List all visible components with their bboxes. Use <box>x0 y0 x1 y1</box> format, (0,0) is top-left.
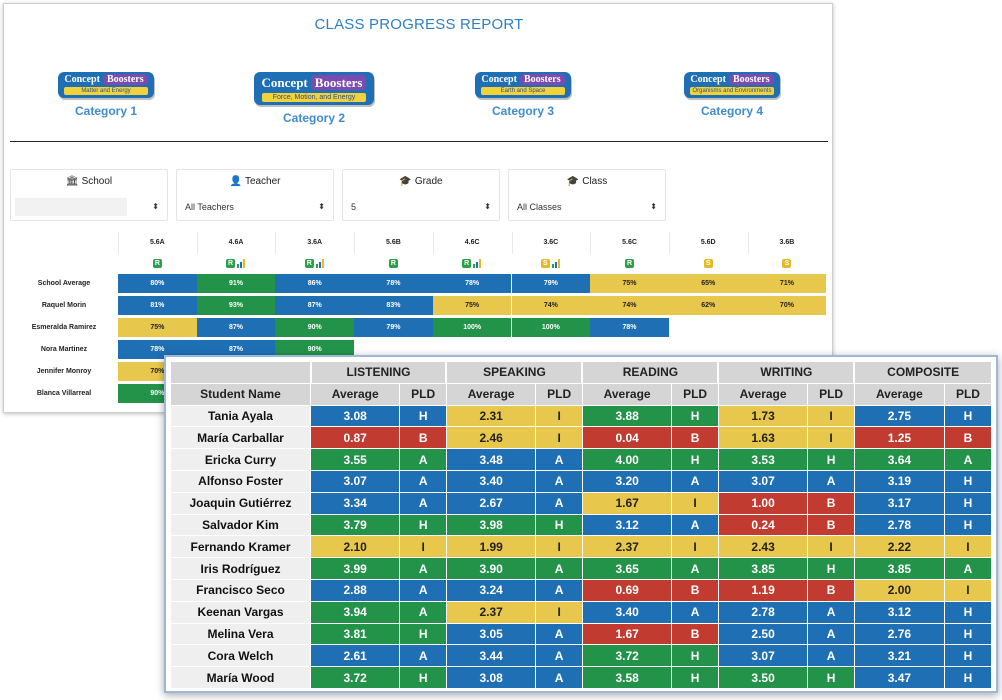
pld-header: PLD <box>808 383 855 405</box>
average-cell: 0.69 <box>582 579 671 601</box>
pld-cell: I <box>944 536 991 558</box>
pld-cell: H <box>944 470 991 492</box>
grid-row-label: Blanca Villarreal <box>36 390 92 397</box>
table-row[interactable] <box>171 470 992 492</box>
grid-cell[interactable]: 90% <box>118 384 197 403</box>
grid-column-divider <box>433 232 434 254</box>
pld-cell: A <box>672 514 719 536</box>
grid-cell[interactable]: 81% <box>118 296 197 315</box>
bar-chart-icon <box>552 259 562 268</box>
average-cell: 1.63 <box>718 427 807 449</box>
average-cell: 3.94 <box>311 601 400 623</box>
grade-select[interactable]: 5 ⬍ <box>347 198 495 216</box>
pld-cell: B <box>808 579 855 601</box>
readiness-badge: R <box>154 260 160 267</box>
listening-header: LISTENING <box>311 362 447 384</box>
average-cell: 2.78 <box>854 514 944 536</box>
grade-filter-label: Grade <box>414 176 443 187</box>
writing-header: WRITING <box>718 362 854 384</box>
grid-column-header[interactable]: 5.6C <box>622 239 637 246</box>
grid-cell[interactable]: 75% <box>433 296 512 315</box>
average-cell: 2.37 <box>582 536 671 558</box>
pld-cell: A <box>400 558 447 580</box>
grid-cell[interactable]: 79% <box>354 318 433 337</box>
chevron-updown-icon: ⬍ <box>484 202 491 211</box>
pld-header: PLD <box>672 383 719 405</box>
category-2-label: Category 2 <box>282 111 346 125</box>
grid-cell[interactable]: 78% <box>590 318 669 337</box>
average-cell: 2.00 <box>854 579 944 601</box>
reading-header: READING <box>582 362 718 384</box>
pld-cell: I <box>672 492 719 514</box>
average-cell: 0.87 <box>311 427 400 449</box>
grid-cell[interactable]: 90% <box>275 340 354 359</box>
pld-cell: A <box>536 449 583 471</box>
grid-column-divider <box>512 232 513 254</box>
student-scores-table <box>170 361 992 689</box>
average-cell: 1.00 <box>718 492 807 514</box>
student-name[interactable]: Iris Rodríguez <box>171 558 311 580</box>
grid-cell[interactable]: 65% <box>669 274 748 293</box>
pld-cell: H <box>672 645 719 667</box>
grid-column-divider <box>669 232 670 254</box>
pld-header: PLD <box>944 383 991 405</box>
category-4-tab[interactable] <box>680 72 784 118</box>
pld-cell: A <box>536 579 583 601</box>
student-name[interactable]: Cora Welch <box>171 645 311 667</box>
pld-cell: A <box>400 579 447 601</box>
grid-column-header[interactable]: 5.6A <box>149 239 165 246</box>
class-filter-label: Class <box>582 176 608 187</box>
pld-header: PLD <box>536 383 583 405</box>
pld-cell: B <box>400 427 447 449</box>
pld-cell: H <box>400 514 447 536</box>
average-cell: 3.40 <box>446 470 535 492</box>
concept-boosters-logo: Concept Boosters Organisms and Environments <box>684 72 779 98</box>
average-cell: 3.17 <box>854 492 944 514</box>
average-cell: 3.21 <box>854 645 944 667</box>
pld-cell: I <box>808 405 855 427</box>
pld-cell: B <box>808 514 855 536</box>
grid-cell[interactable]: 70% <box>748 296 827 315</box>
category-1-tab[interactable] <box>56 72 156 118</box>
grid-column-divider <box>118 232 119 254</box>
student-scores-panel <box>164 355 998 693</box>
average-cell: 3.79 <box>311 514 400 536</box>
student-name[interactable]: Ericka Curry <box>171 449 311 471</box>
table-row[interactable] <box>171 601 992 623</box>
pld-cell: A <box>400 492 447 514</box>
average-cell: 3.65 <box>582 558 671 580</box>
average-cell: 0.04 <box>582 427 671 449</box>
student-name[interactable]: María Wood <box>171 667 311 689</box>
pld-cell: H <box>400 405 447 427</box>
average-cell: 2.76 <box>854 623 944 645</box>
pld-cell: H <box>400 667 447 689</box>
school-select-chevron[interactable] <box>143 198 163 216</box>
grid-cell[interactable]: 78% <box>433 274 512 293</box>
table-row[interactable] <box>171 558 992 580</box>
pld-cell: I <box>944 579 991 601</box>
chevron-updown-icon: ⬍ <box>650 202 657 211</box>
class-select[interactable]: All Classes ⬍ <box>513 198 661 216</box>
pld-cell: A <box>808 601 855 623</box>
grid-cell[interactable]: 70% <box>118 362 197 381</box>
average-cell: 2.31 <box>446 405 535 427</box>
chevron-updown-icon: ⬍ <box>318 202 325 211</box>
pld-cell: H <box>944 514 991 536</box>
average-cell: 3.07 <box>311 470 400 492</box>
average-header: Average <box>854 383 944 405</box>
pld-cell: A <box>536 623 583 645</box>
pld-cell: H <box>944 623 991 645</box>
average-cell: 1.67 <box>582 623 671 645</box>
grid-cell[interactable]: 87% <box>275 296 354 315</box>
pld-cell: A <box>672 601 719 623</box>
bar-chart-icon <box>473 259 483 268</box>
grid-column-header[interactable]: 3.6B <box>779 239 795 246</box>
grid-cell[interactable]: 90% <box>275 318 354 337</box>
table-row[interactable] <box>171 536 992 558</box>
school-select[interactable] <box>15 198 127 216</box>
teacher-filter <box>176 169 334 221</box>
pld-cell: A <box>536 645 583 667</box>
composite-header: COMPOSITE <box>854 362 991 384</box>
student-name[interactable]: Fernando Kramer <box>171 536 311 558</box>
average-cell: 3.07 <box>718 645 807 667</box>
average-cell: 3.55 <box>311 449 400 471</box>
grid-cell[interactable]: 100% <box>433 318 512 337</box>
pld-cell: H <box>536 514 583 536</box>
supporting-badge: S <box>782 259 791 268</box>
average-cell: 3.24 <box>446 579 535 601</box>
grid-row-label: Raquel Morin <box>41 302 87 309</box>
pld-cell: B <box>944 427 991 449</box>
table-row[interactable] <box>171 449 992 471</box>
pld-cell: I <box>400 536 447 558</box>
grid-column-header[interactable]: 4.6A <box>228 239 244 246</box>
pld-cell: H <box>808 558 855 580</box>
average-cell: 3.72 <box>582 645 671 667</box>
average-cell: 3.72 <box>311 667 400 689</box>
average-cell: 1.67 <box>582 492 671 514</box>
grid-cell[interactable]: 78% <box>118 340 197 359</box>
supporting-badge: S <box>704 259 713 268</box>
chevron-updown-icon: ⬍ <box>152 202 159 211</box>
average-cell: 3.19 <box>854 470 944 492</box>
grid-cell[interactable]: 93% <box>197 296 276 315</box>
pld-cell: A <box>536 492 583 514</box>
pld-cell: A <box>808 470 855 492</box>
grid-column-divider <box>590 232 591 254</box>
speaking-header: SPEAKING <box>446 362 582 384</box>
category-3-label: Category 3 <box>491 104 555 118</box>
pld-cell: I <box>536 405 583 427</box>
student-name[interactable]: Salvador Kim <box>171 514 311 536</box>
grid-cell[interactable]: 75% <box>118 318 197 337</box>
pld-cell: B <box>672 623 719 645</box>
graduation-cap-icon: 🎓 <box>399 176 412 187</box>
average-cell: 3.08 <box>311 405 400 427</box>
institution-icon: 🏛 <box>65 176 79 187</box>
graduation-cap-icon: 🎓 <box>566 176 580 187</box>
grid-column-divider <box>275 232 276 254</box>
average-cell: 3.20 <box>582 470 671 492</box>
average-cell: 3.47 <box>854 667 944 689</box>
grid-cell[interactable]: 74% <box>590 296 669 315</box>
table-row[interactable] <box>171 427 992 449</box>
average-cell: 2.43 <box>718 536 807 558</box>
grid-column-divider <box>748 232 749 254</box>
average-header: Average <box>311 383 400 405</box>
concept-boosters-logo: Concept Boosters Earth and Space <box>475 72 570 98</box>
pld-cell: H <box>672 405 719 427</box>
pld-cell: A <box>944 449 991 471</box>
pld-cell: I <box>536 601 583 623</box>
pld-cell: H <box>672 449 719 471</box>
grid-cell[interactable]: 87% <box>197 340 276 359</box>
category-2-tab[interactable] <box>250 72 378 125</box>
grid-cell[interactable]: 83% <box>354 296 433 315</box>
readiness-badge: R <box>627 260 633 267</box>
average-cell: 0.24 <box>718 514 807 536</box>
teacher-select[interactable]: All Teachers ⬍ <box>181 198 329 216</box>
category-3-tab[interactable] <box>472 72 574 118</box>
table-row[interactable] <box>171 492 992 514</box>
pld-cell: H <box>944 645 991 667</box>
average-cell: 3.40 <box>582 601 671 623</box>
pld-cell: I <box>808 536 855 558</box>
report-title: CLASS PROGRESS REPORT <box>314 16 524 33</box>
readiness-badge: R <box>306 260 312 267</box>
average-cell: 2.10 <box>311 536 400 558</box>
average-cell: 3.34 <box>311 492 400 514</box>
pld-cell: H <box>944 601 991 623</box>
average-cell: 2.46 <box>446 427 535 449</box>
pld-cell: A <box>536 470 583 492</box>
grid-column-header[interactable]: 3.6A <box>307 239 323 246</box>
grid-cell[interactable]: 100% <box>512 318 591 337</box>
average-cell: 1.99 <box>446 536 535 558</box>
pld-cell: H <box>808 667 855 689</box>
student-name-header: Student Name <box>171 383 311 405</box>
average-cell: 3.85 <box>718 558 807 580</box>
student-name[interactable]: Tania Ayala <box>171 405 311 427</box>
category-4-label: Category 4 <box>700 104 764 118</box>
grid-row-label: Jennifer Monroy <box>36 368 92 375</box>
grid-cell[interactable]: 91% <box>197 274 276 293</box>
pld-cell: A <box>672 470 719 492</box>
average-cell: 2.61 <box>311 645 400 667</box>
category-1-label: Category 1 <box>74 104 138 118</box>
average-cell: 3.12 <box>582 514 671 536</box>
pld-cell: H <box>808 449 855 471</box>
average-cell: 1.25 <box>854 427 944 449</box>
blank-header <box>171 362 311 384</box>
table-row[interactable] <box>171 623 992 645</box>
average-header: Average <box>718 383 807 405</box>
pld-cell: A <box>400 449 447 471</box>
user-icon: 👤 <box>229 176 242 187</box>
average-cell: 3.12 <box>854 601 944 623</box>
pld-cell: B <box>808 492 855 514</box>
pld-cell: H <box>944 405 991 427</box>
average-cell: 3.58 <box>582 667 671 689</box>
table-row[interactable] <box>171 645 992 667</box>
table-row[interactable] <box>171 667 992 689</box>
student-name[interactable]: María Carballar <box>171 427 311 449</box>
student-name[interactable]: Joaquin Gutiérrez <box>171 492 311 514</box>
concept-boosters-logo: Concept Boosters Force, Motion, and Energy <box>254 72 375 105</box>
group-header-row <box>171 362 992 384</box>
teacher-filter-label: Teacher <box>244 176 281 187</box>
pld-cell: A <box>536 558 583 580</box>
average-cell: 3.98 <box>446 514 535 536</box>
pld-cell: A <box>400 645 447 667</box>
grid-cell[interactable]: 71% <box>748 274 827 293</box>
divider <box>10 141 828 142</box>
school-filter <box>10 169 168 221</box>
sub-header-row <box>171 383 992 405</box>
pld-cell: A <box>672 558 719 580</box>
average-cell: 3.08 <box>446 667 535 689</box>
average-cell: 3.50 <box>718 667 807 689</box>
average-cell: 3.07 <box>718 470 807 492</box>
average-cell: 3.48 <box>446 449 535 471</box>
pld-cell: H <box>672 667 719 689</box>
class-progress-panel <box>3 3 833 413</box>
readiness-badge: R <box>390 260 396 267</box>
pld-cell: A <box>400 470 447 492</box>
student-name[interactable]: Melina Vera <box>171 623 311 645</box>
average-cell: 2.22 <box>854 536 944 558</box>
grid-cell[interactable]: 79% <box>512 274 591 293</box>
pld-cell: I <box>536 427 583 449</box>
readiness-badge: R <box>464 260 470 267</box>
average-cell: 2.67 <box>446 492 535 514</box>
average-cell: 3.44 <box>446 645 535 667</box>
pld-cell: H <box>944 492 991 514</box>
grade-filter <box>342 169 500 221</box>
grid-column-divider <box>354 232 355 254</box>
average-cell: 2.88 <box>311 579 400 601</box>
pld-cell: I <box>536 536 583 558</box>
pld-cell: B <box>672 579 719 601</box>
grid-column-header[interactable]: 3.6C <box>543 239 559 246</box>
pld-header: PLD <box>400 383 447 405</box>
average-cell: 2.50 <box>718 623 807 645</box>
average-cell: 3.81 <box>311 623 400 645</box>
student-name[interactable]: Alfonso Foster <box>171 470 311 492</box>
grid-row-label: Nora Martinez <box>40 346 88 353</box>
pld-cell: I <box>672 536 719 558</box>
bar-chart-icon <box>237 259 247 268</box>
average-header: Average <box>582 383 671 405</box>
grid-cell[interactable]: 78% <box>354 274 433 293</box>
pld-cell: A <box>536 667 583 689</box>
average-cell: 3.53 <box>718 449 807 471</box>
average-cell: 3.99 <box>311 558 400 580</box>
pld-cell: H <box>400 623 447 645</box>
student-name[interactable]: Francisco Seco <box>171 579 311 601</box>
grid-row-label: Esmeralda Ramirez <box>31 324 97 331</box>
average-cell: 3.05 <box>446 623 535 645</box>
pld-cell: I <box>808 427 855 449</box>
supporting-badge: S <box>541 259 550 268</box>
pld-cell: A <box>944 558 991 580</box>
average-cell: 3.90 <box>446 558 535 580</box>
average-cell: 4.00 <box>582 449 671 471</box>
pld-cell: A <box>400 601 447 623</box>
grid-column-divider <box>197 232 198 254</box>
average-cell: 2.75 <box>854 405 944 427</box>
average-cell: 2.78 <box>718 601 807 623</box>
table-row[interactable] <box>171 579 992 601</box>
grid-cell[interactable]: 62% <box>669 296 748 315</box>
average-header: Average <box>446 383 535 405</box>
readiness-badge: R <box>228 260 234 267</box>
table-row[interactable] <box>171 405 992 427</box>
grid-cell[interactable]: 75% <box>590 274 669 293</box>
grid-cell[interactable]: 86% <box>275 274 354 293</box>
grid-row-label: School Average <box>37 280 91 287</box>
average-cell: 1.73 <box>718 405 807 427</box>
bar-chart-icon <box>316 259 326 268</box>
average-cell: 1.19 <box>718 579 807 601</box>
scores-body <box>171 405 992 688</box>
average-cell: 3.85 <box>854 558 944 580</box>
table-row[interactable] <box>171 514 992 536</box>
pld-cell: A <box>808 645 855 667</box>
school-filter-label: School <box>81 176 113 187</box>
pld-cell: A <box>808 623 855 645</box>
grid-cell[interactable]: 87% <box>197 318 276 337</box>
grid-column-header[interactable]: 4.6C <box>464 239 480 246</box>
grid-cell[interactable]: 80% <box>118 274 197 293</box>
class-filter <box>508 169 666 221</box>
concept-boosters-logo: Concept Boosters Matter and Energy <box>58 72 153 98</box>
average-cell: 3.64 <box>854 449 944 471</box>
grid-column-header[interactable]: 5.6B <box>386 239 401 246</box>
pld-cell: H <box>944 667 991 689</box>
student-name[interactable]: Keenan Vargas <box>171 601 311 623</box>
average-cell: 2.37 <box>446 601 535 623</box>
average-cell: 3.88 <box>582 405 671 427</box>
pld-cell: B <box>672 427 719 449</box>
grid-column-header[interactable]: 5.6D <box>700 239 716 246</box>
grid-cell[interactable]: 74% <box>512 296 591 315</box>
